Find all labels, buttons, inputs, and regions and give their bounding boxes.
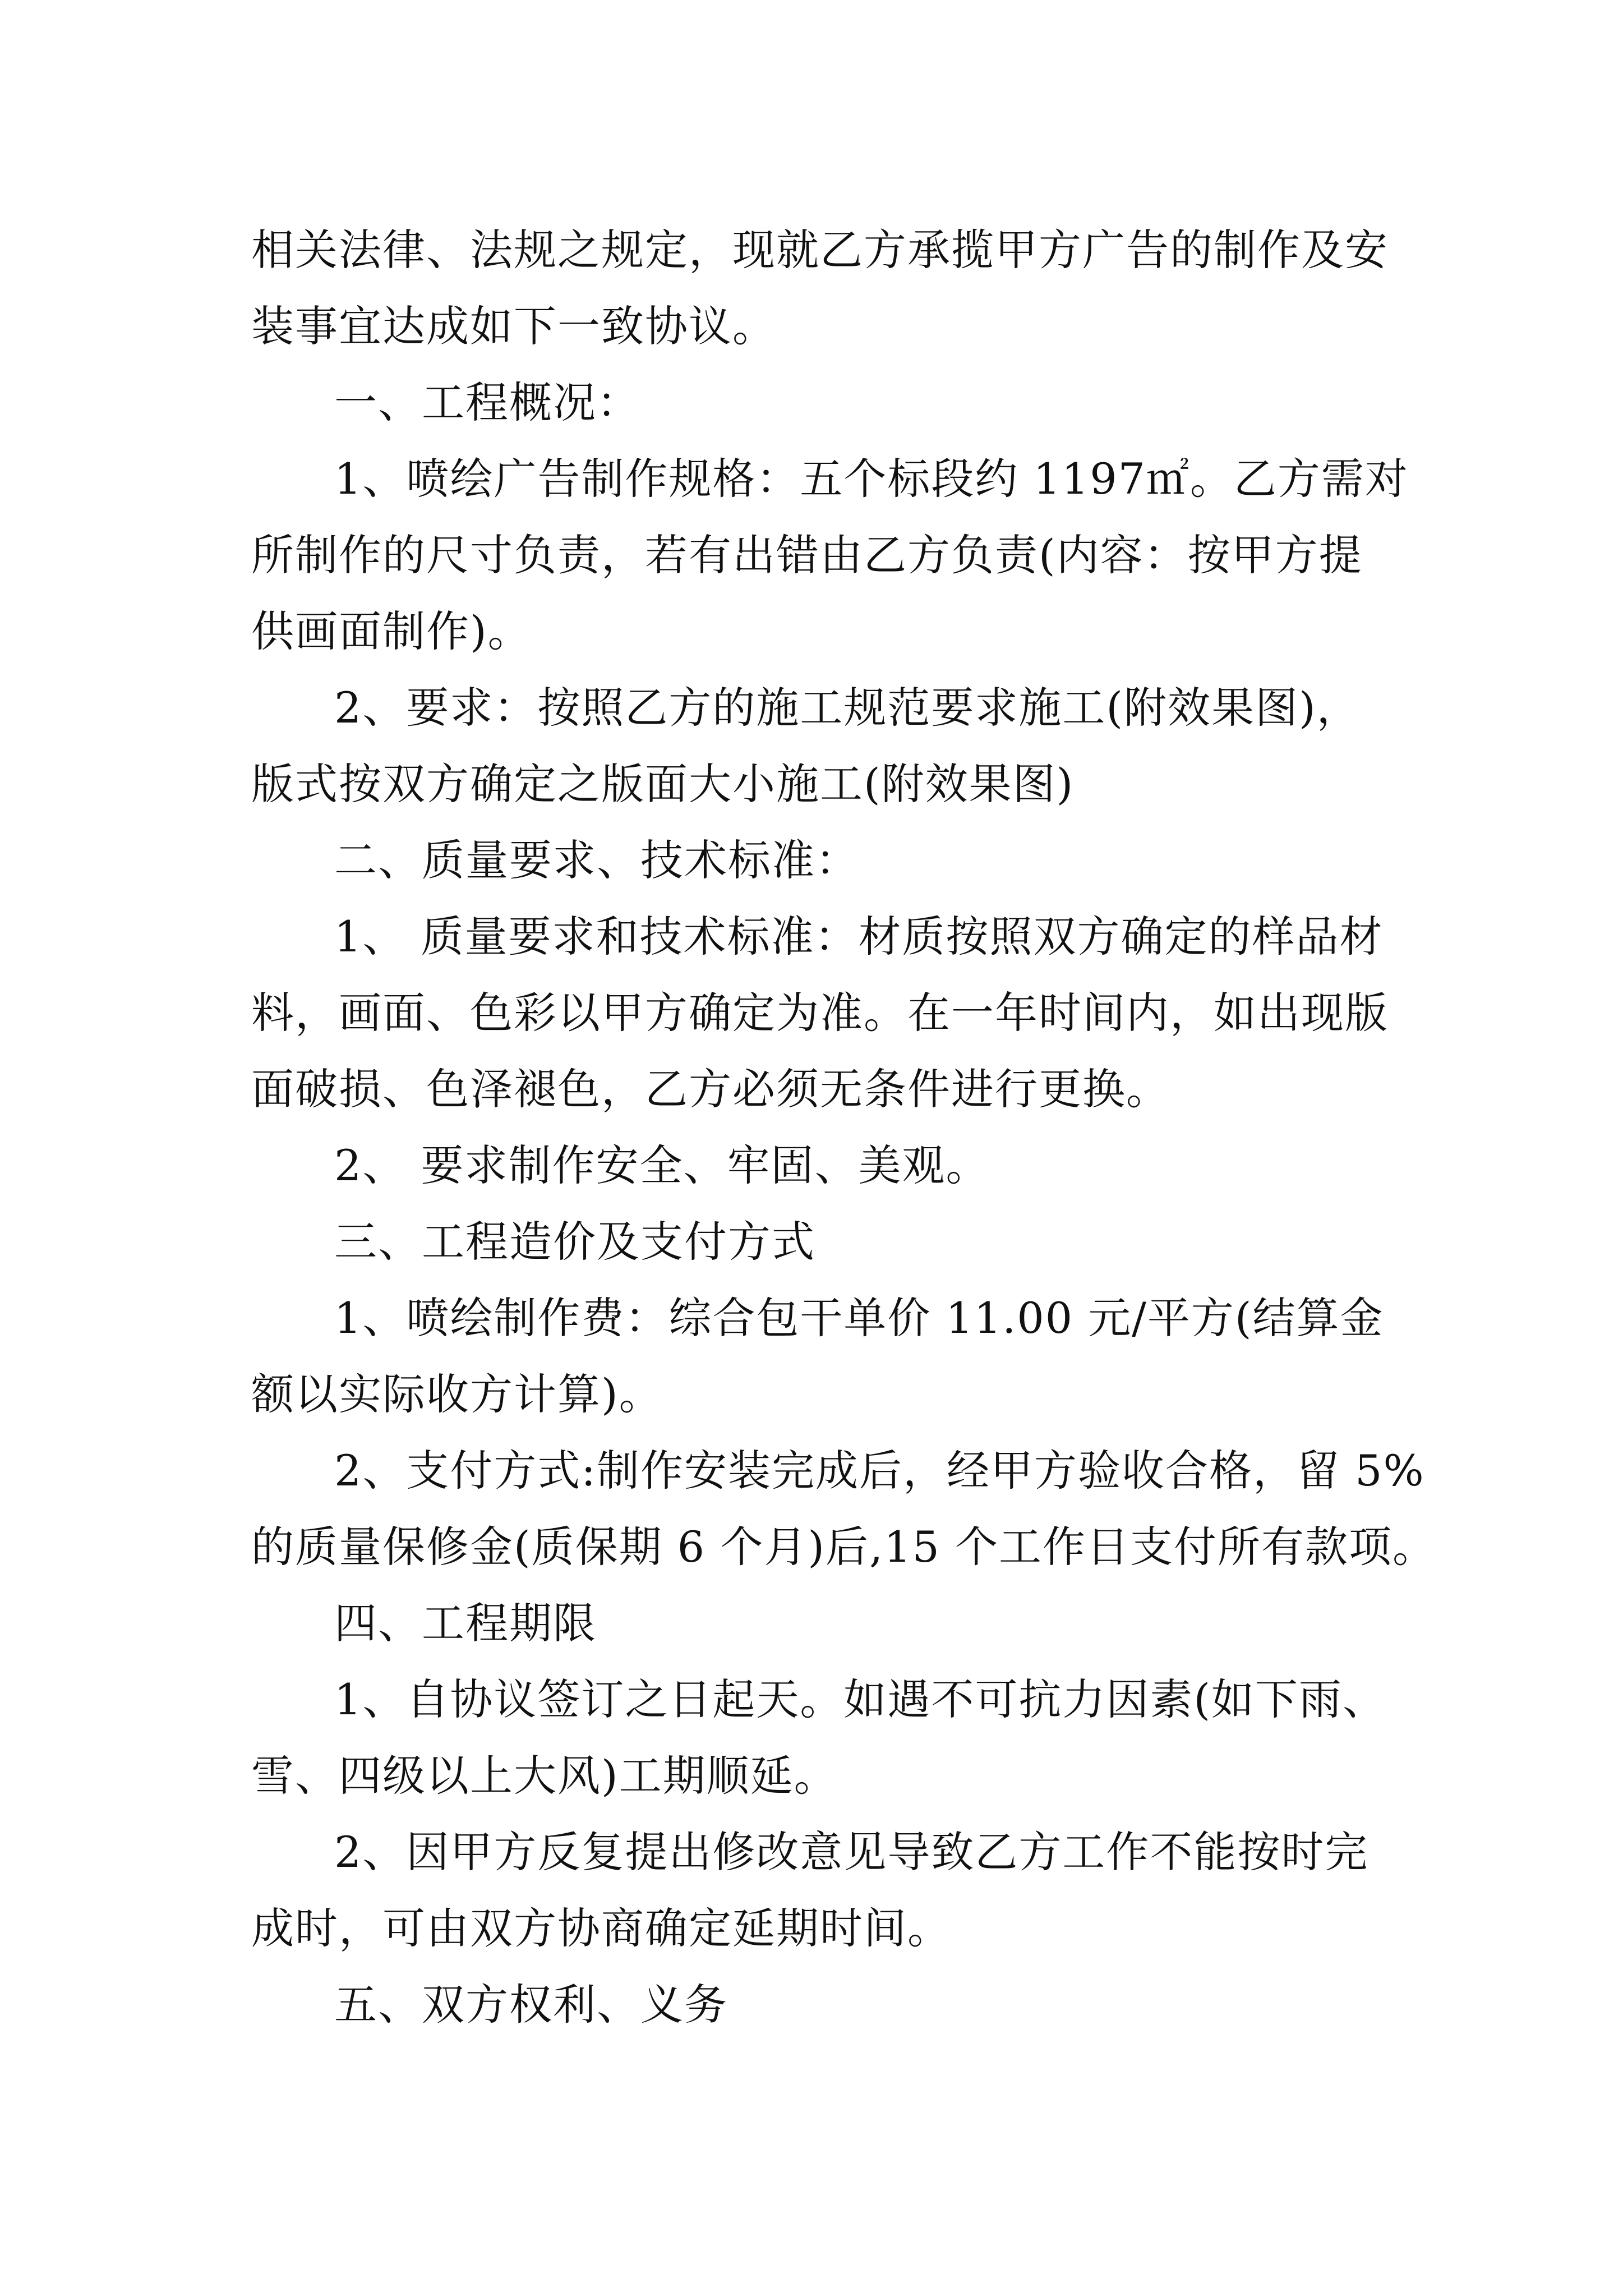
section-heading-1: 一、工程概况： [334,378,640,427]
text-line: 面破损、色泽褪色，乙方必须无条件进行更换。 [251,1064,1170,1114]
document-body [251,212,1436,2043]
text-line: 成时，可由双方协商确定延期时间。 [251,1903,951,1953]
text-line: 料，画面、色彩以甲方确定为准。在一年时间内，如出现版 [251,988,1389,1038]
text-line: 的质量保修金(质保期 6 个月)后,15 个工作日支付所有款项。 [251,1522,1436,1572]
text-line: 1、喷绘广告制作规格：五个标段约 1197㎡。乙方需对 [334,454,1409,504]
text-line: 1、 质量要求和技术标准：材质按照双方确定的样品材 [334,912,1384,961]
section-heading-2: 二、质量要求、技术标准： [334,835,859,885]
text-line: 2、支付方式:制作安装完成后，经甲方验收合格，留 5% [334,1446,1425,1496]
text-line: 所制作的尺寸负责，若有出错由乙方负责(内容：按甲方提 [251,530,1363,580]
section-heading-3: 三、工程造价及支付方式 [334,1217,815,1267]
text-line: 相关法律、法规之规定，现就乙方承揽甲方广告的制作及安 [251,225,1389,275]
text-line: 装事宜达成如下一致协议。 [251,301,776,351]
text-line: 供画面制作)。 [251,606,532,656]
section-heading-5: 五、双方权利、义务 [334,1980,728,2030]
text-line: 2、要求：按照乙方的施工规范要求施工(附效果图)， [334,683,1361,733]
text-line: 2、 要求制作安全、牢固、美观。 [334,1140,990,1190]
section-heading-4: 四、工程期限 [334,1598,597,1648]
text-line: 版式按双方确定之版面大小施工(附效果图) [251,759,1075,809]
text-line: 2、因甲方反复提出修改意见导致乙方工作不能按时完 [334,1827,1369,1877]
text-line: 1、喷绘制作费：综合包干单价 11.00 元/平方(结算金 [334,1293,1384,1343]
text-line: 1、自协议签订之日起天。如遇不可抗力因素(如下雨、 [334,1674,1387,1724]
text-line: 额以实际收方计算)。 [251,1369,663,1419]
text-line: 雪、四级以上大风)工期顺延。 [251,1751,838,1801]
